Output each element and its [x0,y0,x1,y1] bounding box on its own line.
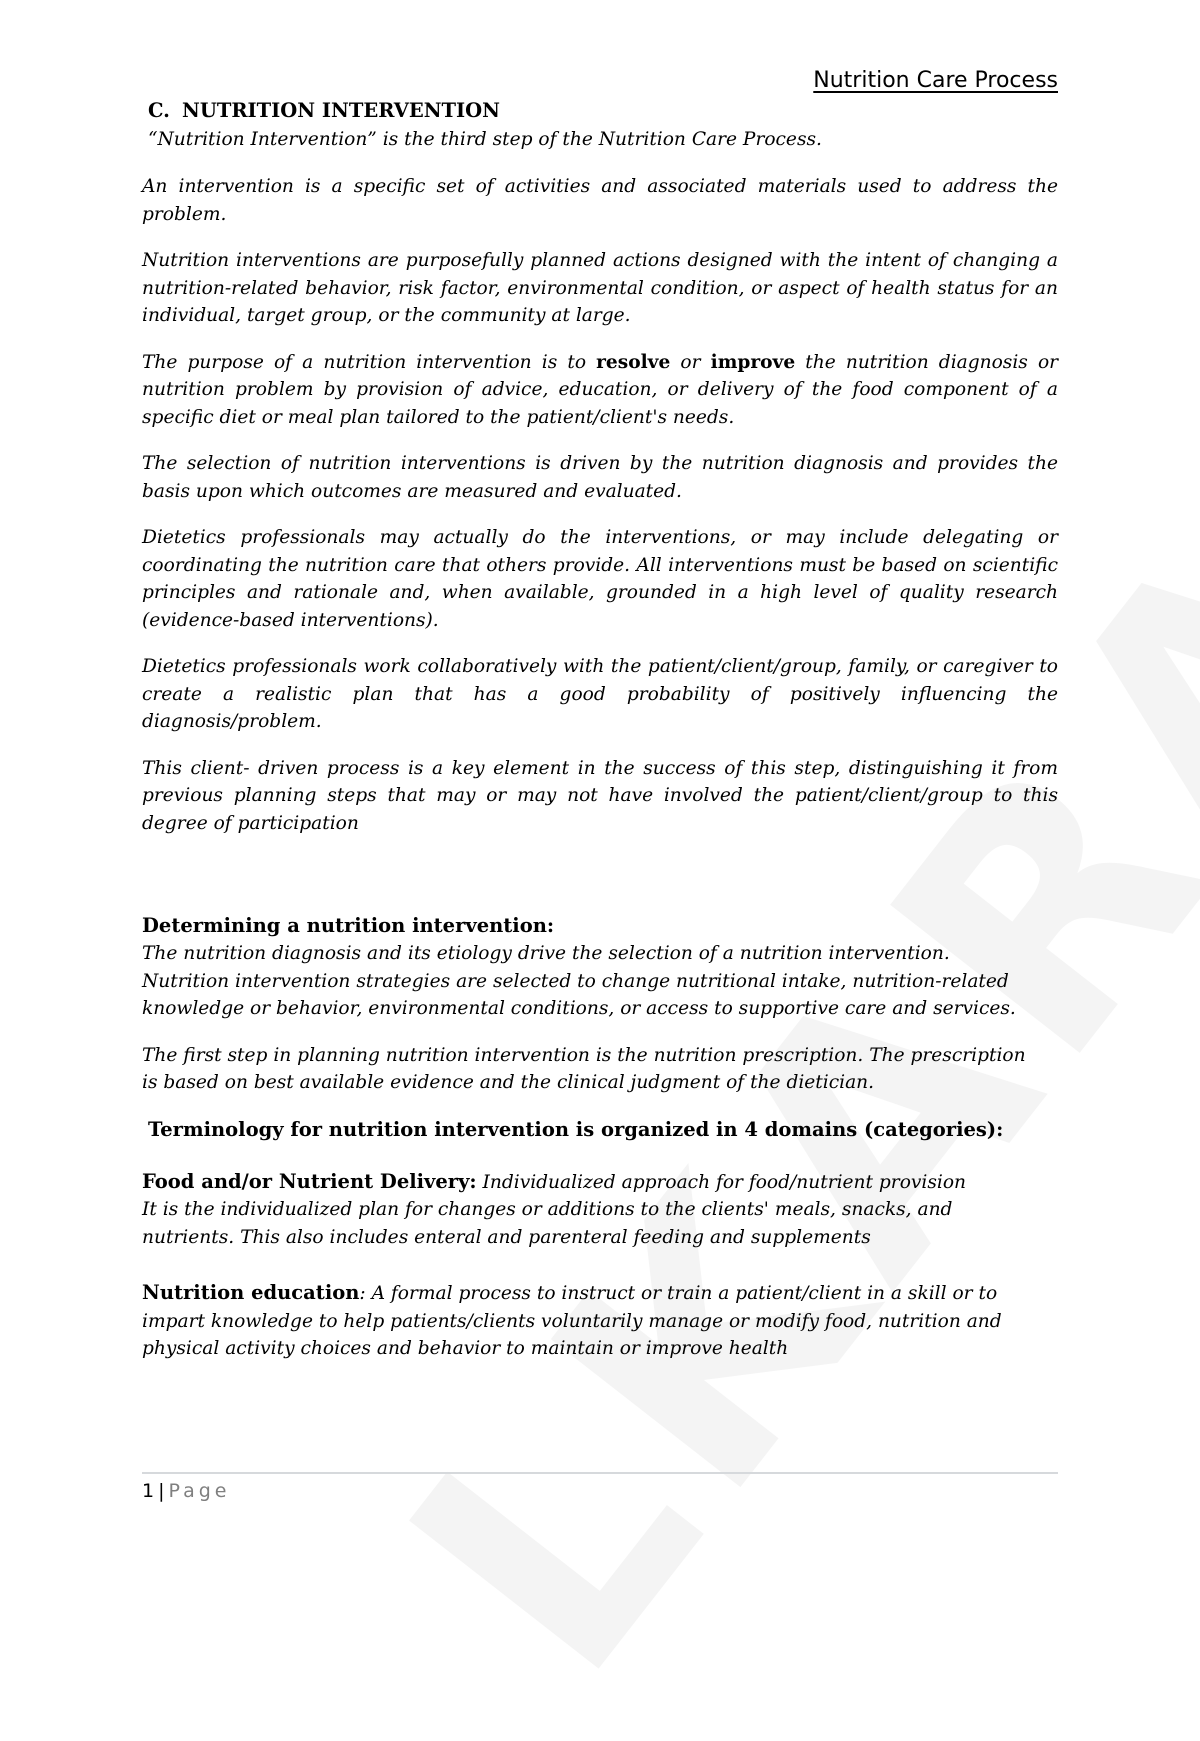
determining-line: The nutrition diagnosis and its etiology drive the selection of a nutrition intervention. [142,943,950,964]
determining-paragraph [142,940,1058,1023]
running-header: Nutrition Care Process [813,68,1058,93]
page-content [142,96,1058,1391]
determining-heading: Determining a nutrition intervention: [142,914,555,937]
domain-line: nutrients. This also includes enteral and parenteral feeding and supplements [142,1226,871,1248]
determining-line: knowledge or behavior, environmental conditions, or access to supportive care and services. [142,998,1016,1019]
section-title: NUTRITION INTERVENTION [182,99,500,122]
prescription-paragraph [142,1042,1058,1097]
footer-separator: | [158,1480,165,1502]
paragraph-purpose [142,349,1058,432]
domain-label: Food and/or Nutrient Delivery: [142,1169,477,1193]
purpose-text-c: the nutrition diagnosis or nutrition problem by provision of advice, education, or delivery of the food component of a specific diet or meal plan tailored to the patient/client's needs. [142,351,1059,428]
terminology-heading: Terminology for nutrition intervention is organized in 4 domains (categories): [148,1117,1004,1141]
domain-summary: : A formal process to instruct or train a patient/client in a skill or to [359,1283,998,1304]
paragraph-dietetics-professionals: Dietetics professionals may actually do the interventions, or may include delegating or coordinating the nutrition care that others provide. All interventions must be based on scientific principles and rationale and, when available, grounded in a high level of quality research (evidence-based interventions). [142,527,1058,631]
domain-summary: Individualized approach for food/nutrient provision [476,1171,966,1193]
page-label: Page [168,1480,231,1502]
footer-divider [142,1472,1058,1474]
paragraph-purposeful-actions: Nutrition interventions are purposefully planned actions designed with the intent of changing a nutrition-related behavior, risk factor, environmental condition, or aspect of health status for an individual, target group, or the community at large. [142,250,1058,326]
keyword-improve: improve [710,351,796,373]
purpose-text-b: or [670,351,711,373]
spacer [142,856,1058,912]
paragraph-selection: The selection of nutrition interventions is driven by the nutrition diagnosis and provides the basis upon which outcomes are measured and evaluated. [142,453,1058,502]
prescription-line: The first step in planning nutrition intervention is the nutrition prescription. The prescription [142,1044,1026,1066]
section-heading [148,96,1058,126]
domain-nutrition-education [142,1279,1058,1363]
page-number: 1 [142,1480,155,1502]
purpose-text-a: The purpose of a nutrition intervention is to [142,351,597,373]
paragraph-client-driven: This client- driven process is a key element in the success of this step, distinguishing it from previous planning steps that may or may not have involved the patient/client/group to this degree of participation [142,757,1058,834]
prescription-line: is based on best available evidence and the clinical judgment of the dietician. [142,1072,875,1093]
domain-food-delivery [142,1168,1058,1252]
paragraph-intervention-definition: An intervention is a specific set of activities and associated materials used to address the problem. [142,176,1058,225]
domain-line: It is the individualized plan for changes or additions to the clients' meals, snacks, and [142,1199,953,1220]
domain-label: Nutrition education [142,1281,360,1304]
keyword-resolve: resolve [596,351,671,373]
paragraph-collaboration: Dietetics professionals work collaboratively with the patient/client/group, family, or caregiver to create a realistic plan that has a good probability of positively influencing the diagnosis/problem. [142,656,1058,732]
domain-line: physical activity choices and behavior to maintain or improve health [142,1338,789,1359]
domain-line: impart knowledge to help patients/clients voluntarily manage or modify food, nutrition and [142,1310,1002,1332]
page-footer [142,1480,231,1502]
determining-line: Nutrition intervention strategies are selected to change nutritional intake, nutrition-related [142,970,1009,992]
section-lead: “Nutrition Intervention” is the third step of the Nutrition Care Process. [148,129,822,150]
section-letter: C. [148,99,170,122]
